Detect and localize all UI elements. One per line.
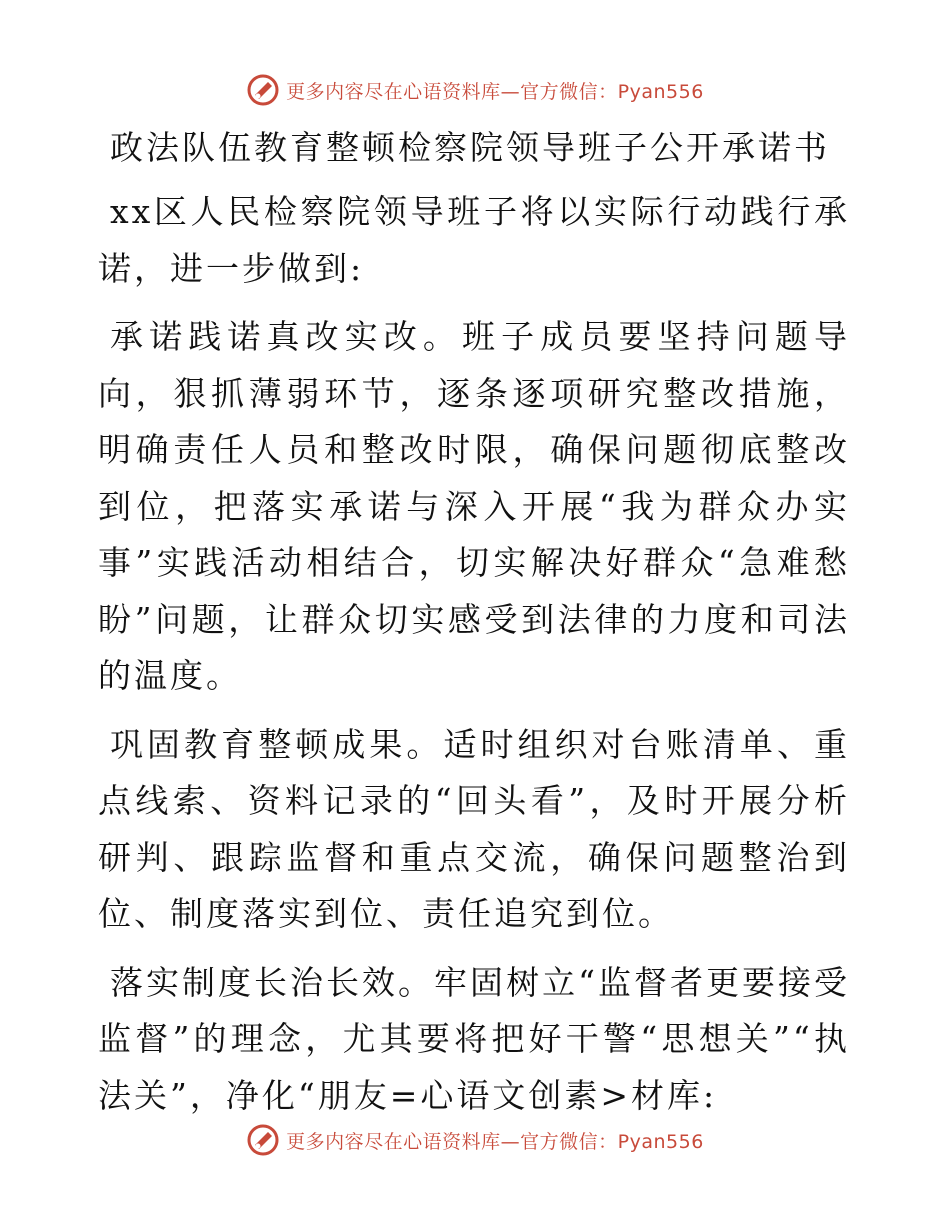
logo-icon [246, 1123, 280, 1157]
paragraph-commitment: 承诺践诺真改实改。班子成员要坚持问题导向，狠抓薄弱环节，逐条逐项研究整改措施，明确责任人员和整改时限，确保问题彻底整改到位，把落实承诺与深入开展“我为群众办实事”实践活动相结合，切实解决好群众“急难愁盼”问题，让群众切实感受到法律的力度和司法的温度。 [98, 317, 850, 695]
paragraph-system: 落实制度长治长效。牢固树立“监督者更要接受监督”的理念，尤其要将把好干警“思想关”“执法关”，净化“朋友=心语文创素>材库: [98, 962, 850, 1115]
logo-icon [246, 73, 280, 107]
paragraph-intro: xx区人民检察院领导班子将以实际行动践行承诺，进一步做到: [98, 192, 850, 288]
footer-banner-text: 更多内容尽在心语资料库—官方微信：Pyan556 [286, 1130, 704, 1153]
footer-banner [0, 1118, 950, 1162]
document-body [98, 120, 850, 1136]
header-banner [0, 68, 950, 112]
header-banner-text: 更多内容尽在心语资料库—官方微信：Pyan556 [286, 80, 704, 103]
paragraph-consolidate: 巩固教育整顿成果。适时组织对台账清单、重点线索、资料记录的“回头看”，及时开展分析研判、跟踪监督和重点交流，确保问题整治到位、制度落实到位、责任追究到位。 [98, 724, 850, 933]
document-title: 政法队伍教育整顿检察院领导班子公开承诺书 [110, 128, 830, 167]
